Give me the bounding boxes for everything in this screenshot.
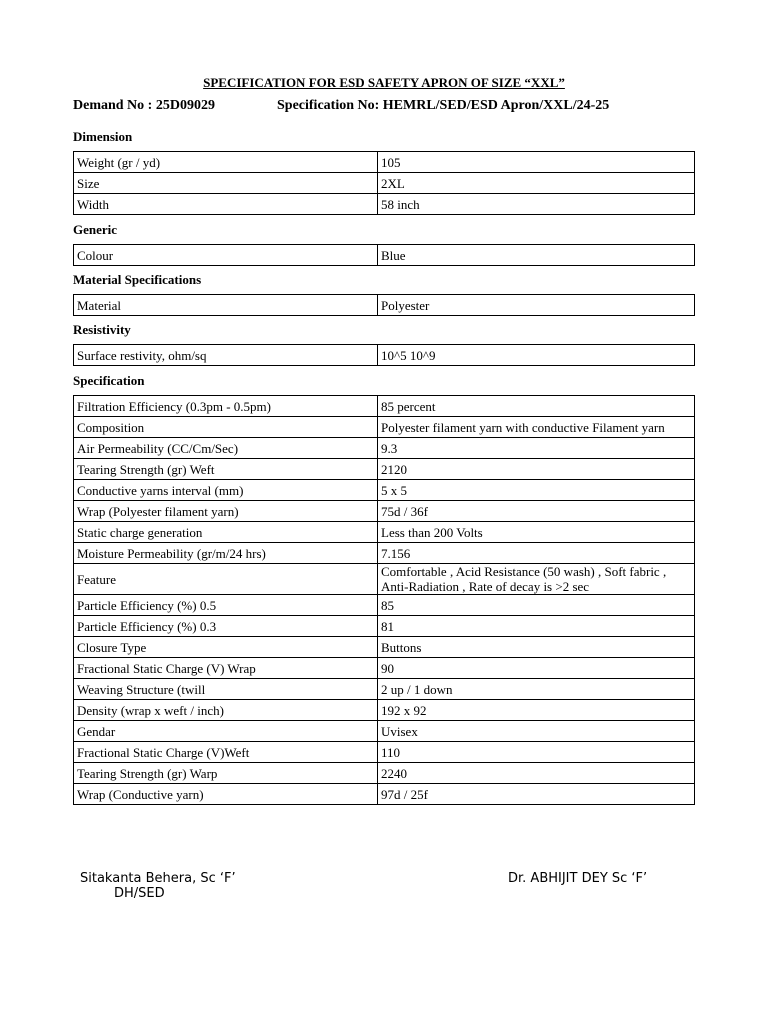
parameter-cell: Size <box>74 173 378 194</box>
parameter-cell: Width <box>74 194 378 215</box>
signatory-left-title: DH/SED <box>114 886 165 901</box>
table-row <box>74 543 695 564</box>
parameter-cell: Closure Type <box>74 637 378 658</box>
value-cell: 75d / 36f <box>378 501 695 522</box>
table-row <box>74 438 695 459</box>
parameter-cell: Surface restivity, ohm/sq <box>74 345 378 366</box>
value-cell: 192 x 92 <box>378 700 695 721</box>
value-cell: 81 <box>378 616 695 637</box>
section-heading-material: Material Specifications <box>73 272 202 287</box>
table-row <box>74 595 695 616</box>
value-cell: 2240 <box>378 763 695 784</box>
parameter-cell: Weaving Structure (twill <box>74 679 378 700</box>
value-cell: 85 <box>378 595 695 616</box>
table-row <box>74 616 695 637</box>
value-cell: 9.3 <box>378 438 695 459</box>
value-cell: 2120 <box>378 459 695 480</box>
value-cell: 105 <box>378 152 695 173</box>
table-resistivity <box>73 344 695 366</box>
parameter-cell: Colour <box>74 245 378 266</box>
value-cell: 110 <box>378 742 695 763</box>
table-row <box>74 522 695 543</box>
value-cell: 5 x 5 <box>378 480 695 501</box>
section-heading-generic: Generic <box>73 222 118 237</box>
table-row <box>74 700 695 721</box>
value-cell: Polyester <box>378 295 695 316</box>
table-row <box>74 784 695 805</box>
value-cell: 85 percent <box>378 396 695 417</box>
table-row <box>74 480 695 501</box>
parameter-cell: Particle Efficiency (%) 0.5 <box>74 595 378 616</box>
value-cell: 2 up / 1 down <box>378 679 695 700</box>
table-row <box>74 658 695 679</box>
section-heading-resistivity: Resistivity <box>73 322 131 337</box>
parameter-cell: Material <box>74 295 378 316</box>
table-row <box>74 459 695 480</box>
value-cell: 7.156 <box>378 543 695 564</box>
table-row <box>74 245 695 266</box>
table-row <box>74 152 695 173</box>
parameter-cell: Gendar <box>74 721 378 742</box>
parameter-cell: Fractional Static Charge (V) Wrap <box>74 658 378 679</box>
parameter-cell: Static charge generation <box>74 522 378 543</box>
parameter-cell: Wrap (Polyester filament yarn) <box>74 501 378 522</box>
parameter-cell: Fractional Static Charge (V)Weft <box>74 742 378 763</box>
table-row <box>74 173 695 194</box>
parameter-cell: Density (wrap x weft / inch) <box>74 700 378 721</box>
table-row <box>74 637 695 658</box>
table-row <box>74 194 695 215</box>
parameter-cell: Conductive yarns interval (mm) <box>74 480 378 501</box>
parameter-cell: Wrap (Conductive yarn) <box>74 784 378 805</box>
table-row <box>74 564 695 595</box>
table-row <box>74 742 695 763</box>
value-cell: Polyester filament yarn with conductive Filament yarn <box>378 417 695 438</box>
table-dimension <box>73 151 695 215</box>
table-row <box>74 295 695 316</box>
section-heading-specification: Specification <box>73 373 145 388</box>
value-cell: Blue <box>378 245 695 266</box>
value-cell: 97d / 25f <box>378 784 695 805</box>
table-row <box>74 345 695 366</box>
parameter-cell: Moisture Permeability (gr/m/24 hrs) <box>74 543 378 564</box>
parameter-cell: Air Permeability (CC/Cm/Sec) <box>74 438 378 459</box>
table-row <box>74 763 695 784</box>
demand-number: Demand No : 25D09029 <box>73 98 215 113</box>
signatory-right-name: Dr. ABHIJIT DEY Sc ‘F’ <box>508 871 648 886</box>
table-material <box>73 294 695 316</box>
value-cell: 58 inch <box>378 194 695 215</box>
table-row <box>74 501 695 522</box>
section-heading-dimension: Dimension <box>73 129 133 144</box>
value-cell: Uvisex <box>378 721 695 742</box>
table-generic <box>73 244 695 266</box>
parameter-cell: Composition <box>74 417 378 438</box>
parameter-cell: Filtration Efficiency (0.3pm - 0.5pm) <box>74 396 378 417</box>
parameter-cell: Tearing Strength (gr) Weft <box>74 459 378 480</box>
value-cell: Buttons <box>378 637 695 658</box>
signatory-left-name: Sitakanta Behera, Sc ‘F’ <box>80 871 236 886</box>
value-cell: 10^5 10^9 <box>378 345 695 366</box>
specification-number: Specification No: HEMRL/SED/ESD Apron/XXL/24-25 <box>277 98 610 113</box>
table-row <box>74 679 695 700</box>
value-cell: 2XL <box>378 173 695 194</box>
value-cell: 90 <box>378 658 695 679</box>
table-row <box>74 417 695 438</box>
document-title: SPECIFICATION FOR ESD SAFETY APRON OF SIZE “XXL” <box>203 75 565 90</box>
parameter-cell: Feature <box>74 564 378 595</box>
parameter-cell: Weight (gr / yd) <box>74 152 378 173</box>
value-cell: Comfortable , Acid Resistance (50 wash) , Soft fabric , Anti-Radiation , Rate of decay is >2 sec <box>378 564 695 595</box>
table-specification <box>73 395 695 805</box>
table-row <box>74 396 695 417</box>
parameter-cell: Particle Efficiency (%) 0.3 <box>74 616 378 637</box>
table-row <box>74 721 695 742</box>
value-cell: Less than 200 Volts <box>378 522 695 543</box>
parameter-cell: Tearing Strength (gr) Warp <box>74 763 378 784</box>
